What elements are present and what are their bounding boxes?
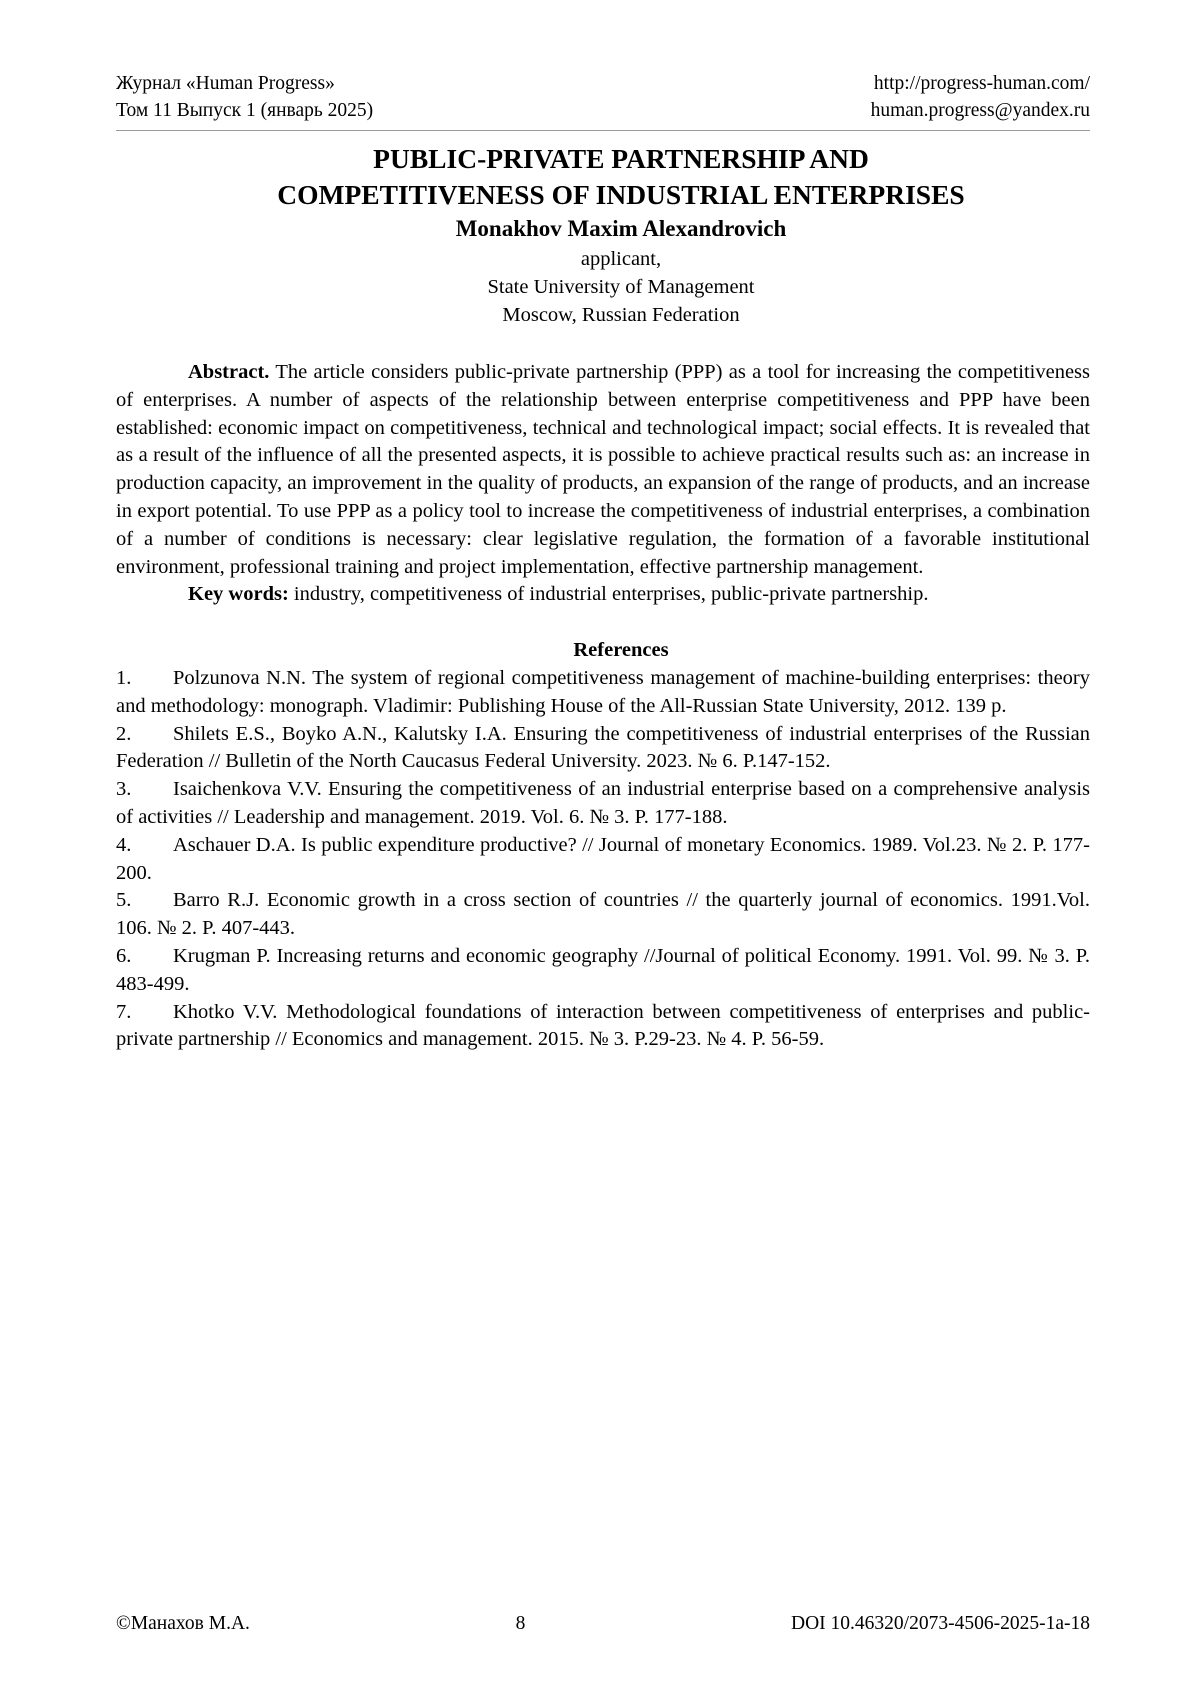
page-number: 8 (515, 1613, 526, 1634)
page-body (116, 70, 1090, 1054)
issue-info: Том 11 Выпуск 1 (январь 2025) (116, 100, 374, 121)
author-institution: State University of Management (487, 276, 755, 298)
reference-number: 3. (116, 778, 132, 801)
reference-number: 7. (116, 1000, 132, 1023)
reference-number: 4. (116, 833, 132, 856)
doi[interactable]: DOI 10.46320/2073-4506-2025-1a-18 (791, 1613, 1090, 1634)
references-list (116, 665, 1090, 1054)
reference-number: 5. (116, 889, 132, 912)
reference-text: Khotko V.V. Methodological foundations of interaction between competitiveness of enterprises and public-private partnership // Economics and management. 2015. № 3. P.29-23. № 4. P. 56-59. (116, 1000, 1090, 1051)
reference-text: Polzunova N.N. The system of regional competitiveness management of machine-building enterprises: theory and methodology: monograph. Vladimir: Publishing House of the All-Russian State University, 2012. 139 p. (116, 666, 1090, 717)
author-location: Moscow, Russian Federation (502, 304, 740, 326)
abstract (116, 359, 1090, 581)
reference-item (116, 887, 1090, 943)
reference-number: 1. (116, 666, 132, 689)
reference-item (116, 999, 1090, 1055)
reference-item (116, 665, 1090, 721)
journal-name: Журнал «Human Progress» (116, 73, 335, 94)
keywords-label: Key words: (188, 583, 289, 606)
reference-item (116, 721, 1090, 777)
reference-text: Shilets E.S., Boyko A.N., Kalutsky I.A. Ensuring the competitiveness of industrial enterprises of the Russian Federation // Bulletin of the North Caucasus Federal University. 2023. № 6. P.147-152. (116, 722, 1090, 773)
reference-text: Isaichenkova V.V. Ensuring the competitiveness of an industrial enterprise based on a comprehensive analysis of activities // Leadership and management. 2019. Vol. 6. № 3. P. 177-188. (116, 778, 1090, 828)
references-heading: References (573, 639, 669, 662)
running-header (116, 70, 1090, 124)
reference-number: 2. (116, 722, 132, 745)
keywords-text: industry, competitiveness of industrial enterprises, public-private partnership. (288, 583, 929, 606)
author-name: Monakhov Maxim Alexandrovich (455, 216, 787, 241)
keywords (116, 581, 1090, 609)
header-left (116, 70, 373, 124)
journal-url[interactable]: http://progress-human.com/ (873, 73, 1090, 94)
article-title (116, 141, 1090, 213)
copyright-notice: ©Манахов М.А. (116, 1613, 250, 1634)
abstract-text: The article considers public-private partnership (PPP) as a tool for increasing the competitiveness of enterprises. A number of aspects of the relationship between enterprise competitiveness and PPP have been established: economic impact on competitiveness, technical and technological impact; social effects. It is revealed that as a result of the influence of all the presented aspects, it is possible to achieve practical results such as: an increase in production capacity, an improvement in the quality of products, an expansion of the range of products, and an increase in export potential. To use PPP as a policy tool to increase the competitiveness of industrial enterprises, a combination of a number of conditions is necessary: clear legislative regulation, the formation of a favorable institutional environment, professional training and project implementation, effective partnership management. (116, 361, 1090, 578)
header-divider (116, 130, 1090, 131)
author-role: applicant, (580, 248, 662, 270)
reference-number: 6. (116, 944, 132, 967)
reference-item (116, 776, 1090, 832)
title-line-1: PUBLIC-PRIVATE PARTNERSHIP AND (373, 143, 869, 174)
title-line-2: COMPETITIVENESS OF INDUSTRIAL ENTERPRISES (277, 179, 965, 210)
journal-email[interactable]: human.progress@yandex.ru (870, 100, 1090, 121)
reference-text: Aschauer D.A. Is public expenditure productive? // Journal of monetary Economics. 1989. Vol.23. № 2. P. 177-200. (116, 833, 1090, 884)
affiliation (116, 245, 1090, 329)
reference-item (116, 943, 1090, 999)
header-right (871, 70, 1090, 124)
abstract-label: Abstract. (188, 361, 270, 383)
reference-item (116, 832, 1090, 888)
page-footer (116, 1611, 1090, 1637)
reference-text: Barro R.J. Economic growth in a cross section of countries // the quarterly journal of economics. 1991.Vol. 106. № 2. P. 407-443. (116, 889, 1090, 940)
reference-text: Krugman P. Increasing returns and economic geography //Journal of political Economy. 1991. Vol. 99. № 3. P. 483-499. (116, 944, 1090, 995)
